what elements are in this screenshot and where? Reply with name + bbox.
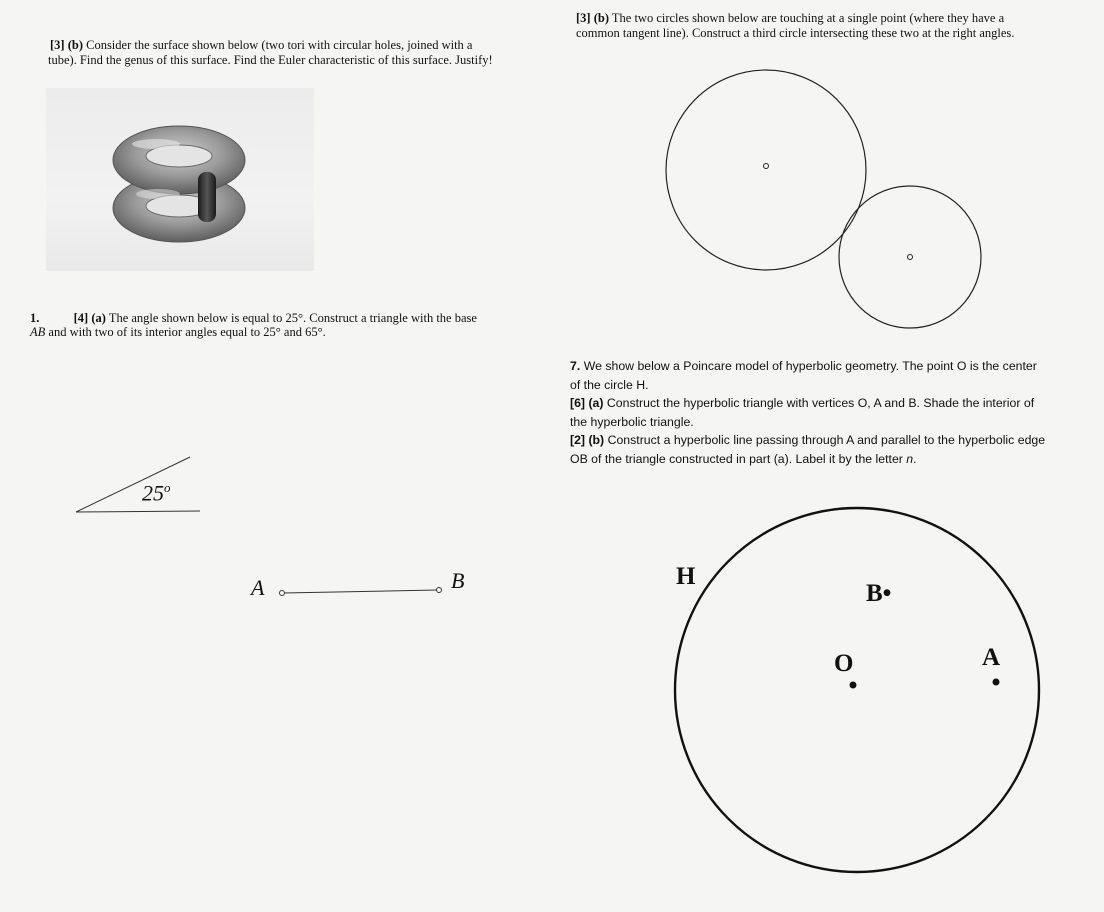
point-o-label: O — [834, 650, 854, 677]
poincare-part-b-end: . — [913, 451, 917, 466]
torus-question-line2: tube). Find the genus of this surface. Find the Euler characteristic of this surface. Justify! — [48, 53, 493, 67]
poincare-part-b-line2: OB of the triangle constructed in part (a). Label it by the letter — [570, 451, 907, 466]
angle-label-value: 25 — [142, 480, 164, 506]
point-a — [993, 679, 1000, 686]
angle-label-degree: o — [164, 480, 171, 495]
poincare-part-b-letter: n — [906, 451, 914, 466]
circles-question-line1: The two circles shown below are touching at a single point (where they have a — [611, 11, 1005, 25]
point-b-label: B — [451, 568, 465, 593]
poincare-part-b-line1: Construct a hyperbolic line passing through A and parallel to the hyperbolic edge — [607, 433, 1046, 447]
angle-question-line1: The angle shown below is equal to 25°. Construct a triangle with the base — [108, 311, 477, 325]
poincare-number: 7. — [570, 359, 581, 373]
circles-question-marker: [3] (b) — [576, 11, 609, 25]
angle-question-marker: [4] (a) — [73, 311, 106, 325]
circle-h — [675, 508, 1039, 872]
angle-question-base: AB — [30, 325, 46, 339]
angle-question-number: 1. — [30, 311, 40, 325]
point-a-hyperbolic-label: A — [982, 644, 1001, 671]
poincare-part-a-line2: the hyperbolic triangle. — [570, 414, 694, 429]
point-a-label: A — [251, 575, 265, 600]
poincare-intro-line2: of the circle H. — [570, 377, 649, 392]
poincare-part-a-line1: Construct the hyperbolic triangle with vertices O, A and B. Shade the interior of — [606, 396, 1035, 410]
torus-question-marker: [3] (b) — [50, 38, 83, 52]
point-o — [850, 682, 857, 689]
torus-question-line1: Consider the surface shown below (two tori with circular holes, joined with a — [86, 38, 473, 52]
circles-question-line2: common tangent line). Construct a third circle intersecting these two at the right angles. — [576, 26, 1015, 40]
point-b-hyperbolic-label: B• — [866, 580, 892, 607]
angle-question-line2: and with two of its interior angles equal to 25° and 65°. — [45, 325, 326, 339]
poincare-part-a-marker: [6] (a) — [570, 396, 604, 410]
circle-h-label: H — [676, 563, 696, 590]
poincare-intro-line1: We show below a Poincare model of hyperbolic geometry. The point O is the center — [583, 359, 1037, 373]
poincare-part-b-marker: [2] (b) — [570, 433, 605, 447]
